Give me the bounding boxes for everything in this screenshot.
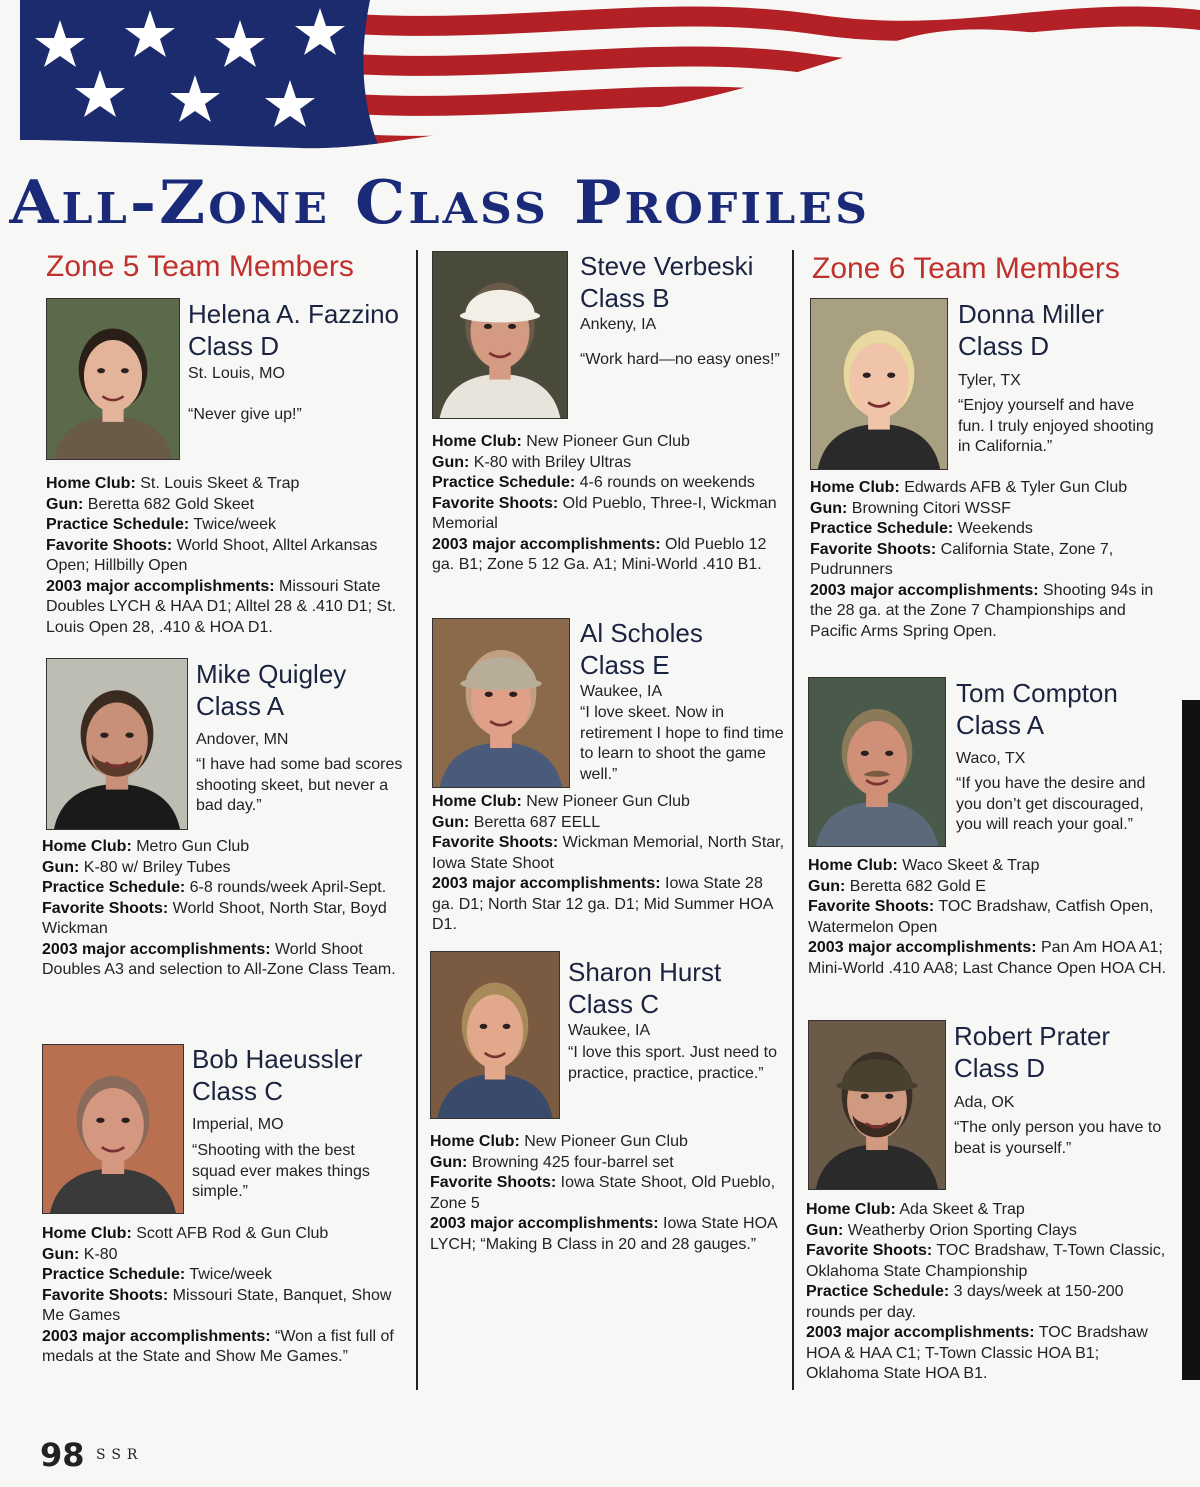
detail-line — [432, 453, 786, 474]
detail-value: New Pioneer Gun Club — [521, 433, 690, 450]
detail-label: Practice Schedule: — [42, 879, 186, 896]
portrait-illustration — [47, 299, 179, 459]
profile-class: Class C — [568, 989, 660, 1019]
detail-line — [42, 940, 408, 981]
profile-class: Class E — [580, 650, 670, 680]
detail-line — [42, 1327, 408, 1368]
detail-value: Iowa State 28 ga. D1; North Star 12 ga. D1; Mid Summer HOA D1. — [432, 875, 773, 933]
profile-name: Steve Verbeski — [580, 251, 754, 281]
profile-quote: “Never give up!” — [188, 406, 302, 423]
profile-name: Al Scholes — [580, 618, 703, 648]
detail-label: Gun: — [808, 877, 846, 895]
detail-line — [432, 494, 786, 535]
detail-value: TOC Bradshaw, T-Town Classic, Oklahoma State Championship — [806, 1242, 1166, 1280]
profile-class: Class A — [956, 710, 1045, 740]
profile-quote: “The only person you have to beat is yourself.” — [954, 1119, 1162, 1157]
detail-label: Home Club: — [810, 479, 900, 496]
profile-photo — [46, 298, 180, 460]
detail-value: Beretta 682 Gold E — [845, 877, 986, 895]
detail-value: Metro Gun Club — [131, 838, 250, 855]
portrait-illustration — [433, 619, 569, 787]
detail-value: Twice/week — [185, 1266, 273, 1283]
detail-label: Practice Schedule: — [42, 1266, 186, 1283]
detail-value: New Pioneer Gun Club — [521, 793, 690, 810]
detail-value: Edwards AFB & Tyler Gun Club — [899, 479, 1128, 496]
detail-line — [46, 495, 412, 516]
detail-label: Home Club: — [432, 793, 522, 810]
detail-label: Favorite Shoots: — [430, 1174, 557, 1191]
detail-label: 2003 major accomplishments: — [42, 1327, 271, 1345]
detail-line — [806, 1200, 1166, 1221]
detail-value: World Shoot, Alltel Arkansas Open; Hillbilly Open — [46, 536, 378, 574]
column-divider — [416, 250, 418, 1390]
profile-location: Imperial, MO — [192, 1116, 284, 1133]
detail-value: Scott AFB Rod & Gun Club — [131, 1225, 329, 1242]
detail-value: Old Pueblo 12 ga. B1; Zone 5 12 Ga. A1; Mini-World .410 B1. — [432, 535, 767, 573]
detail-value: Old Pueblo, Three-I, Wickman Memorial — [432, 494, 777, 532]
detail-value: Pan Am HOA A1; Mini-World .410 AA8; Last Chance Open HOA CH. — [808, 939, 1167, 977]
profile-photo — [432, 618, 570, 788]
detail-label: 2003 major accomplishments: — [42, 940, 271, 958]
detail-line — [46, 536, 412, 577]
detail-label: Practice Schedule: — [806, 1283, 950, 1300]
detail-label: Favorite Shoots: — [42, 899, 169, 917]
profile-location: Waco, TX — [956, 750, 1026, 767]
profile-class: Class B — [580, 283, 670, 313]
profile-name: Helena A. Fazzino — [188, 299, 400, 329]
profile-details — [42, 837, 408, 981]
detail-label: Home Club: — [432, 433, 522, 450]
profile-location: Andover, MN — [196, 731, 289, 748]
detail-label: Gun: — [806, 1221, 844, 1239]
detail-line — [46, 577, 412, 639]
profile-class: Class D — [954, 1053, 1046, 1083]
detail-value: Wickman Memorial, North Star, Iowa State Shoot — [432, 834, 785, 872]
profile-details — [432, 792, 786, 936]
detail-value: 3 days/week at 150-200 rounds per day. — [806, 1283, 1124, 1321]
profile-photo — [432, 251, 568, 419]
detail-line — [808, 856, 1168, 877]
detail-label: Home Club: — [42, 1225, 132, 1242]
detail-line — [806, 1323, 1166, 1385]
flag-banner — [0, 0, 1200, 170]
portrait-illustration — [47, 659, 187, 829]
page-title: All-Zone Class Profiles — [9, 168, 871, 238]
detail-value: “Won a fist full of medals at the State and Show Me Games.” — [42, 1327, 394, 1365]
profile-location: Waukee, IA — [580, 683, 663, 700]
detail-line — [806, 1221, 1166, 1242]
detail-label: Favorite Shoots: — [806, 1242, 933, 1259]
detail-line — [808, 877, 1168, 898]
detail-value: Beretta 687 EELL — [469, 813, 601, 831]
profile-name: Sharon Hurst — [568, 957, 722, 987]
detail-line — [806, 1282, 1166, 1323]
zone5-heading: Zone 5 Team Members — [46, 250, 354, 283]
detail-label: 2003 major accomplishments: — [810, 581, 1039, 599]
detail-line — [808, 897, 1168, 938]
detail-label: Practice Schedule: — [432, 474, 576, 491]
profile-details — [810, 478, 1170, 642]
profile-details — [806, 1200, 1166, 1385]
detail-line — [432, 535, 786, 576]
profile-details — [430, 1132, 784, 1255]
profile-details — [46, 474, 412, 638]
profile-name: Tom Compton — [956, 678, 1118, 708]
profile-class: Class D — [958, 331, 1050, 361]
portrait-illustration — [809, 1021, 945, 1189]
profile-location: Ankeny, IA — [580, 316, 657, 333]
profile-quote: “I love this sport. Just need to practice, practice, practice.” — [568, 1044, 777, 1082]
page-number: 98 — [40, 1436, 85, 1474]
detail-line — [42, 1224, 408, 1245]
detail-label: Favorite Shoots: — [808, 898, 935, 915]
profile-quote: “Shooting with the best squad ever makes things simple.” — [192, 1142, 370, 1200]
profile-location: Tyler, TX — [958, 372, 1021, 389]
detail-label: Practice Schedule: — [46, 516, 190, 533]
profile-quote: “Enjoy yourself and have fun. I truly enjoyed shooting in California.” — [958, 397, 1154, 455]
detail-label: Gun: — [432, 453, 470, 471]
profile-class: Class A — [196, 691, 285, 721]
portrait-illustration — [809, 678, 945, 846]
detail-label: Gun: — [42, 858, 80, 876]
detail-value: Twice/week — [189, 516, 277, 533]
detail-label: 2003 major accomplishments: — [808, 939, 1037, 956]
page-edge-scan-mark — [1182, 700, 1200, 1380]
profile-photo — [42, 1044, 184, 1214]
profile-details — [808, 856, 1168, 979]
detail-label: Gun: — [810, 499, 848, 517]
detail-line — [430, 1214, 784, 1255]
profile-details — [42, 1224, 408, 1368]
profile-quote: “I love skeet. Now in retirement I hope to find time to learn to shoot the game well.” — [580, 704, 784, 783]
detail-line — [42, 1265, 408, 1286]
detail-line — [42, 1286, 408, 1327]
detail-value: Iowa State HOA LYCH; “Making B Class in 20 and 28 gauges.” — [430, 1215, 777, 1253]
detail-label: 2003 major accomplishments: — [432, 535, 661, 553]
detail-label: Favorite Shoots: — [46, 536, 173, 554]
detail-value: Shooting 94s in the 28 ga. at the Zone 7 Championships and Pacific Arms Spring Open. — [810, 581, 1154, 640]
detail-label: Home Club: — [42, 838, 132, 855]
detail-value: Ada Skeet & Trap — [895, 1201, 1025, 1218]
portrait-illustration — [431, 952, 559, 1118]
profile-location: St. Louis, MO — [188, 365, 285, 382]
detail-value: K-80 with Briley Ultras — [469, 453, 632, 471]
detail-line — [432, 874, 786, 936]
detail-value: 6-8 rounds/week April-Sept. — [185, 879, 387, 896]
detail-label: Gun: — [430, 1153, 468, 1171]
detail-value: TOC Bradshaw, Catfish Open, Watermelon Open — [808, 898, 1154, 936]
detail-value: New Pioneer Gun Club — [519, 1133, 688, 1150]
detail-line — [432, 813, 786, 834]
profile-quote: “Work hard—no easy ones!” — [580, 351, 780, 368]
detail-label: Home Club: — [806, 1201, 896, 1218]
profile-quote: “I have had some bad scores shooting skeet, but never a bad day.” — [196, 756, 403, 814]
profile-class: Class D — [188, 331, 280, 361]
detail-line — [430, 1153, 784, 1174]
detail-value: Weekends — [953, 520, 1033, 537]
detail-line — [42, 1245, 408, 1266]
profile-location: Ada, OK — [954, 1094, 1015, 1111]
detail-line — [808, 938, 1168, 979]
detail-line — [432, 792, 786, 813]
column-divider — [792, 250, 794, 1390]
detail-line — [42, 858, 408, 879]
detail-value: Iowa State Shoot, Old Pueblo, Zone 5 — [430, 1174, 776, 1212]
profile-name: Bob Haeussler — [192, 1044, 363, 1074]
detail-line — [810, 540, 1170, 581]
detail-value: Weatherby Orion Sporting Clays — [843, 1221, 1077, 1239]
detail-line — [810, 519, 1170, 540]
detail-value: Missouri State, Banquet, Show Me Games — [42, 1286, 392, 1324]
detail-label: Gun: — [46, 495, 84, 513]
detail-label: Home Club: — [808, 857, 898, 874]
profile-name: Robert Prater — [954, 1021, 1111, 1051]
profile-photo — [810, 298, 948, 470]
detail-line — [806, 1241, 1166, 1282]
publication-name: SSR — [96, 1447, 144, 1463]
detail-label: Favorite Shoots: — [42, 1286, 169, 1304]
detail-line — [46, 474, 412, 495]
profile-name: Donna Miller — [958, 299, 1104, 329]
detail-value: Missouri State Doubles LYCH & HAA D1; Alltel 28 & .410 D1; St. Louis Open 28, .410 & HOA D1. — [46, 577, 397, 636]
detail-label: Favorite Shoots: — [432, 494, 559, 512]
detail-value: World Shoot, North Star, Boyd Wickman — [42, 899, 387, 937]
detail-value: 4-6 rounds on weekends — [575, 474, 755, 491]
detail-line — [430, 1173, 784, 1214]
detail-label: Home Club: — [430, 1133, 520, 1150]
detail-line — [810, 499, 1170, 520]
detail-value: Browning Citori WSSF — [847, 499, 1011, 517]
detail-label: Favorite Shoots: — [810, 540, 937, 558]
zone6-heading: Zone 6 Team Members — [812, 252, 1120, 285]
detail-label: Home Club: — [46, 475, 136, 492]
detail-label: Gun: — [42, 1245, 80, 1263]
detail-line — [810, 581, 1170, 643]
detail-line — [432, 473, 786, 494]
detail-value: California State, Zone 7, Pudrunners — [810, 540, 1114, 578]
detail-value: World Shoot Doubles A3 and selection to All-Zone Class Team. — [42, 940, 396, 978]
profile-photo — [808, 677, 946, 847]
profile-quote: “If you have the desire and you don’t get discouraged, you will reach your goal.” — [956, 775, 1146, 833]
detail-value: K-80 w/ Briley Tubes — [79, 858, 231, 876]
detail-value: Browning 425 four-barrel set — [467, 1153, 674, 1171]
detail-value: TOC Bradshaw HOA & HAA C1; T-Town Classic HOA B1; Oklahoma State HOA B1. — [806, 1324, 1148, 1382]
detail-line — [42, 837, 408, 858]
detail-line — [42, 899, 408, 940]
portrait-illustration — [811, 299, 947, 469]
profile-details — [432, 432, 786, 576]
profile-photo — [430, 951, 560, 1119]
detail-line — [46, 515, 412, 536]
detail-label: Gun: — [432, 813, 470, 831]
profile-photo — [46, 658, 188, 830]
detail-label: 2003 major accomplishments: — [806, 1324, 1035, 1341]
detail-label: 2003 major accomplishments: — [432, 875, 661, 892]
detail-label: 2003 major accomplishments: — [430, 1215, 659, 1232]
detail-line — [810, 478, 1170, 499]
detail-line — [42, 878, 408, 899]
portrait-illustration — [433, 252, 567, 418]
profile-name: Mike Quigley — [196, 659, 347, 689]
detail-line — [432, 432, 786, 453]
detail-label: 2003 major accomplishments: — [46, 577, 275, 595]
detail-line — [430, 1132, 784, 1153]
detail-value: Waco Skeet & Trap — [897, 857, 1040, 874]
detail-line — [432, 833, 786, 874]
profile-photo — [808, 1020, 946, 1190]
profile-class: Class C — [192, 1076, 284, 1106]
detail-value: St. Louis Skeet & Trap — [135, 475, 300, 492]
detail-value: K-80 — [79, 1245, 118, 1263]
profile-location: Waukee, IA — [568, 1022, 651, 1039]
detail-label: Favorite Shoots: — [432, 834, 559, 851]
portrait-illustration — [43, 1045, 183, 1213]
detail-label: Practice Schedule: — [810, 520, 954, 537]
detail-value: Beretta 682 Gold Skeet — [83, 495, 255, 513]
